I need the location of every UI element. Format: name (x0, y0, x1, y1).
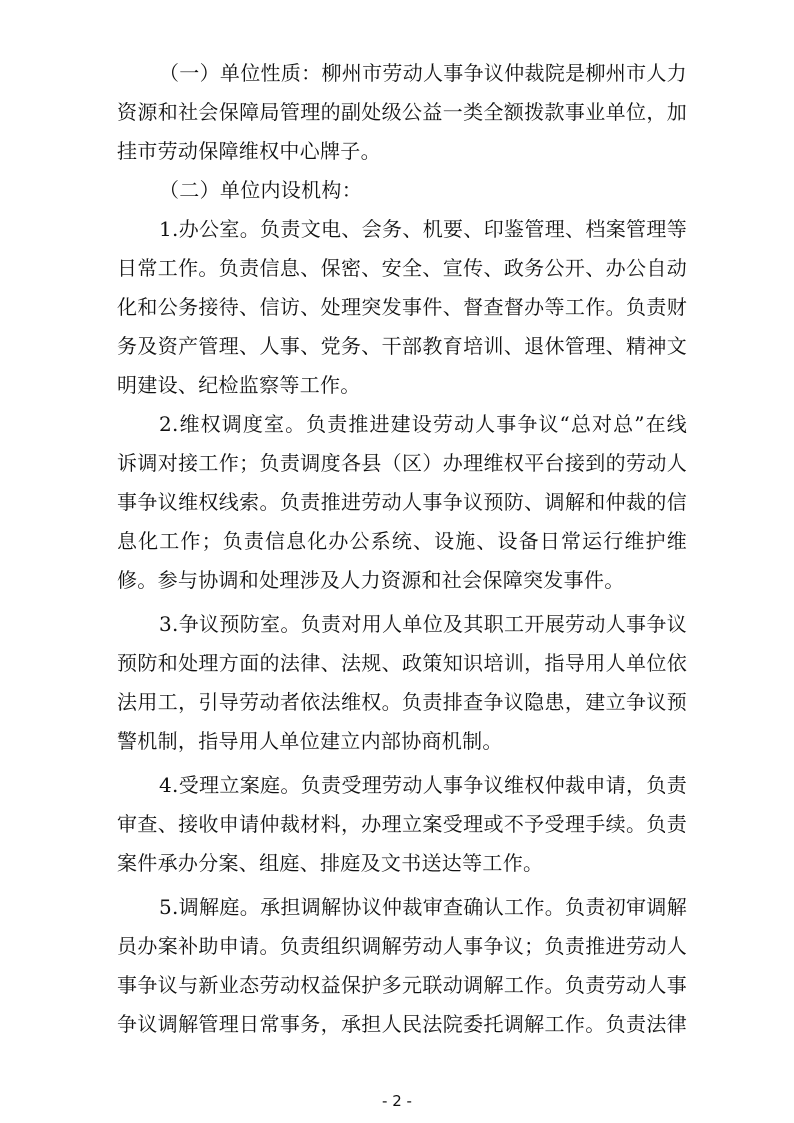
section-heading-internal-bodies: （二）单位内设机构： (159, 178, 362, 202)
paragraph-office-line: 明建设、纪检监察等工作。 (117, 373, 361, 397)
paragraph-office-line: 务及资产管理、人事、党务、干部教育培训、退休管理、精神文 (117, 334, 687, 358)
paragraph-unit-nature-line: 挂市劳动保障维权中心牌子。 (117, 139, 381, 163)
paragraph-mediation-line: 员办案补助申请。负责组织调解劳动人事争议；负责推进劳动人 (117, 934, 687, 958)
paragraph-office-line: 1.办公室。负责文电、会务、机要、印鉴管理、档案管理等 (159, 217, 687, 241)
paragraph-rights-dispatch-line: 修。参与协调和处理涉及人力资源和社会保障突发事件。 (117, 568, 625, 592)
paragraph-rights-dispatch-line: 2.维权调度室。负责推进建设劳动人事争议“总对总”在线 (159, 412, 687, 436)
paragraph-dispute-prevention-line: 法用工，引导劳动者依法维权。负责排查争议隐患，建立争议预 (117, 690, 687, 714)
page-number: - 2 - (382, 1092, 412, 1110)
paragraph-mediation-line: 争议调解管理日常事务，承担人民法院委托调解工作。负责法律 (117, 1012, 687, 1036)
paragraph-unit-nature-line: （一）单位性质：柳州市劳动人事争议仲裁院是柳州市人力 (159, 61, 687, 85)
paragraph-dispute-prevention-line: 预防和处理方面的法律、法规、政策知识培训，指导用人单位依 (117, 651, 687, 675)
paragraph-case-filing-line: 4.受理立案庭。负责受理劳动人事争议维权仲裁申请，负责 (159, 773, 687, 797)
paragraph-mediation-line: 事争议与新业态劳动权益保护多元联动调解工作。负责劳动人事 (117, 973, 687, 997)
paragraph-rights-dispatch-line: 事争议维权线索。负责推进劳动人事争议预防、调解和仲裁的信 (117, 490, 687, 514)
paragraph-case-filing-line: 审查、接收申请仲裁材料，办理立案受理或不予受理手续。负责 (117, 812, 687, 836)
paragraph-dispute-prevention-line: 警机制，指导用人单位建立内部协商机制。 (117, 729, 503, 753)
paragraph-office-line: 日常工作。负责信息、保密、安全、宣传、政务公开、办公自动 (117, 256, 687, 280)
paragraph-unit-nature-line: 资源和社会保障局管理的副处级公益一类全额拨款事业单位，加 (117, 100, 687, 124)
paragraph-office-line: 化和公务接待、信访、处理突发事件、督查督办等工作。负责财 (117, 295, 687, 319)
paragraph-case-filing-line: 案件承办分案、组庭、排庭及文书送达等工作。 (117, 851, 544, 875)
paragraph-dispute-prevention-line: 3.争议预防室。负责对用人单位及其职工开展劳动人事争议 (159, 612, 687, 636)
paragraph-mediation-line: 5.调解庭。承担调解协议仲裁审查确认工作。负责初审调解 (159, 895, 687, 919)
paragraph-rights-dispatch-line: 息化工作；负责信息化办公系统、设施、设备日常运行维护维 (117, 529, 687, 553)
paragraph-rights-dispatch-line: 诉调对接工作；负责调度各县（区）办理维权平台接到的劳动人 (117, 451, 687, 475)
